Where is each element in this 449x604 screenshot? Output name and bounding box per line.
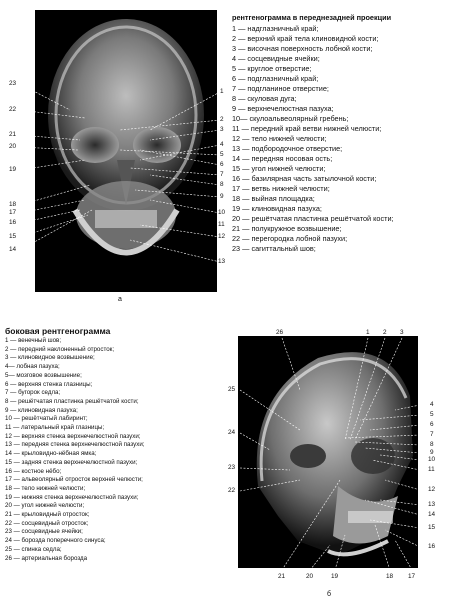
legend-a-item: 14 — передняя носовая ость; — [232, 154, 333, 163]
label-b-7: 7 — [430, 431, 434, 438]
label-a-11: 11 — [218, 221, 225, 228]
label-b-3: 3 — [400, 329, 404, 336]
label-b-20: 20 — [306, 573, 314, 580]
legend-b-item: 17 — альвеолярный отросток верхней челюсти; — [5, 476, 143, 484]
legend-b-item: 22 — сосцевидный отросток; — [5, 519, 89, 527]
label-b-24: 24 — [228, 429, 236, 436]
legend-b-item: 11 — латеральный край глазницы; — [5, 424, 105, 432]
lateral-xray-image — [238, 336, 418, 568]
label-a-16: 16 — [9, 219, 17, 226]
label-b-1: 1 — [366, 329, 370, 336]
legend-a-item: 10— скулоальвеолярный гребень; — [232, 114, 349, 123]
legend-b-item: 15 — задняя стенка верхнечелюстной пазухи; — [5, 458, 138, 466]
legend-a-item: 20 — решётчатая пластинка решётчатой кости; — [232, 214, 394, 223]
legend-a-item: 6 — подглазничный край; — [232, 74, 319, 83]
legend-a-item: 12 — тело нижней челюсти; — [232, 134, 327, 143]
label-a-17: 17 — [9, 209, 17, 216]
legend-b-item: 21 — крыловидный отросток; — [5, 511, 90, 519]
label-b-18: 18 — [386, 573, 394, 580]
label-b-9: 9 — [430, 449, 434, 456]
legend-a-item: 5 — круглое отверстие; — [232, 64, 312, 73]
legend-b-item: 1 — венечный шов; — [5, 337, 62, 344]
figure-b-legend — [5, 326, 145, 563]
legend-b-item: 3 — клиновидное возвышение; — [5, 354, 95, 362]
legend-b-item: 14 — крыловидно-нёбная ямка; — [5, 450, 97, 458]
figure-b-title: боковая рентгенограмма — [5, 326, 111, 336]
legend-b-item: 4— лобная пазуха; — [5, 363, 60, 371]
label-b-13: 13 — [428, 501, 436, 508]
legend-a-item: 7 — подгланиное отверстие; — [232, 84, 329, 93]
legend-b-item: 5— мозговое возвышение; — [5, 371, 82, 379]
label-a-19: 19 — [9, 166, 17, 173]
legend-b-item: 18 — тело нижней челюсти; — [5, 484, 86, 492]
label-b-2: 2 — [383, 329, 387, 336]
label-a-3: 3 — [220, 126, 224, 133]
legend-a-item: 21 — полукружное возвышение; — [232, 224, 342, 233]
label-b-11: 11 — [428, 466, 435, 473]
label-b-10: 10 — [428, 456, 436, 463]
label-a-10: 10 — [218, 209, 226, 216]
legend-b-item: 9 — клиновидная пазуха; — [5, 406, 78, 414]
figure-a-caption: а — [118, 296, 122, 303]
legend-a-item: 11 — передний край ветви нижней челюсти; — [232, 124, 382, 133]
legend-a-item: 9 — верхнечелюстная пазуха; — [232, 104, 334, 113]
label-b-23: 23 — [228, 464, 236, 471]
label-b-6: 6 — [430, 421, 434, 428]
label-b-22: 22 — [228, 487, 236, 494]
legend-a-item: 17 — ветвь нижней челюсти; — [232, 184, 330, 193]
label-a-18: 18 — [9, 201, 17, 208]
legend-a-item: 4 — сосцевидные ячейки; — [232, 54, 320, 63]
figure-b-caption: б — [327, 591, 332, 598]
label-a-23: 23 — [9, 80, 17, 87]
label-a-15: 15 — [9, 233, 17, 240]
legend-b-item: 8 — решётчатая пластинка решётчатой кости; — [5, 397, 139, 405]
label-b-5: 5 — [430, 411, 434, 418]
label-a-14: 14 — [9, 246, 17, 253]
legend-b-item: 12 — верхняя стенка верхнечелюстной пазухи; — [5, 432, 141, 440]
label-b-4: 4 — [430, 401, 434, 408]
label-b-16: 16 — [428, 543, 436, 550]
legend-b-item: 2 — передний наклоненный отросток; — [5, 345, 115, 353]
label-a-8: 8 — [220, 181, 224, 188]
legend-b-item: 10 — решётчатый лабиринт; — [5, 415, 88, 423]
label-a-2: 2 — [220, 116, 224, 123]
figure-a-title: рентгенограмма в переднезадней проекции — [232, 13, 392, 22]
label-a-21: 21 — [9, 131, 17, 138]
label-a-4: 4 — [220, 141, 224, 148]
label-a-20: 20 — [9, 143, 17, 150]
legend-b-item: 13 — передняя стенка верхнечелюстной пазухи; — [5, 441, 145, 449]
label-b-19: 19 — [331, 573, 339, 580]
legend-b-item: 20 — угол нижней челюсти; — [5, 502, 85, 510]
legend-a-item: 1 — надглазничный край; — [232, 24, 319, 33]
legend-b-item: 23 — сосцевидные ячейки; — [5, 528, 83, 536]
label-a-1: 1 — [220, 88, 224, 95]
label-b-8: 8 — [430, 441, 434, 448]
legend-a-item: 8 — скуловая дуга; — [232, 94, 297, 103]
legend-a-item: 16 — базилярная часть затылочной кости; — [232, 174, 377, 183]
label-a-6: 6 — [220, 161, 224, 168]
frontal-xray-image — [35, 10, 217, 292]
legend-a-item: 2 — верхний край тела клиновидной кости; — [232, 34, 379, 43]
legend-a-item: 3 — височная поверхность лобной кости; — [232, 44, 373, 53]
legend-b-item: 26 — артериальная борозда — [5, 554, 88, 562]
legend-b-item: 24 — борозда поперечного синуса; — [5, 537, 106, 545]
legend-a-item: 23 — сагиттальный шов; — [232, 244, 316, 253]
legend-a-item: 15 — угол нижней челюсти; — [232, 164, 326, 173]
legend-a-item: 19 — клиновидная пазуха; — [232, 204, 322, 213]
label-b-25: 25 — [228, 386, 236, 393]
label-b-15: 15 — [428, 524, 436, 531]
label-a-12: 12 — [218, 233, 226, 240]
label-b-14: 14 — [428, 511, 436, 518]
legend-b-item: 6 — верхняя стенка глазницы; — [5, 380, 93, 388]
legend-b-item: 16 — костное нёбо; — [5, 467, 62, 475]
label-b-17: 17 — [408, 573, 416, 580]
label-a-7: 7 — [220, 171, 224, 178]
label-b-12: 12 — [428, 486, 436, 493]
label-a-22: 22 — [9, 106, 17, 113]
legend-b-item: 19 — нижняя стенка верхнечелюстной пазухи; — [5, 493, 139, 501]
label-b-21: 21 — [278, 573, 286, 580]
legend-a-item: 13 — подбородочное отверстие; — [232, 144, 343, 153]
legend-a-item: 22 — перегородка лобной пазухи; — [232, 234, 348, 243]
figure-a-legend — [232, 13, 394, 254]
label-a-9: 9 — [220, 193, 224, 200]
label-a-5: 5 — [220, 151, 224, 158]
legend-a-item: 18 — выйная площадка; — [232, 194, 315, 203]
legend-b-item: 7 — бугорок седла; — [5, 389, 61, 397]
legend-b-item: 25 — спинка седла; — [5, 545, 62, 553]
label-a-13: 13 — [218, 258, 226, 265]
label-b-26: 26 — [276, 329, 284, 336]
